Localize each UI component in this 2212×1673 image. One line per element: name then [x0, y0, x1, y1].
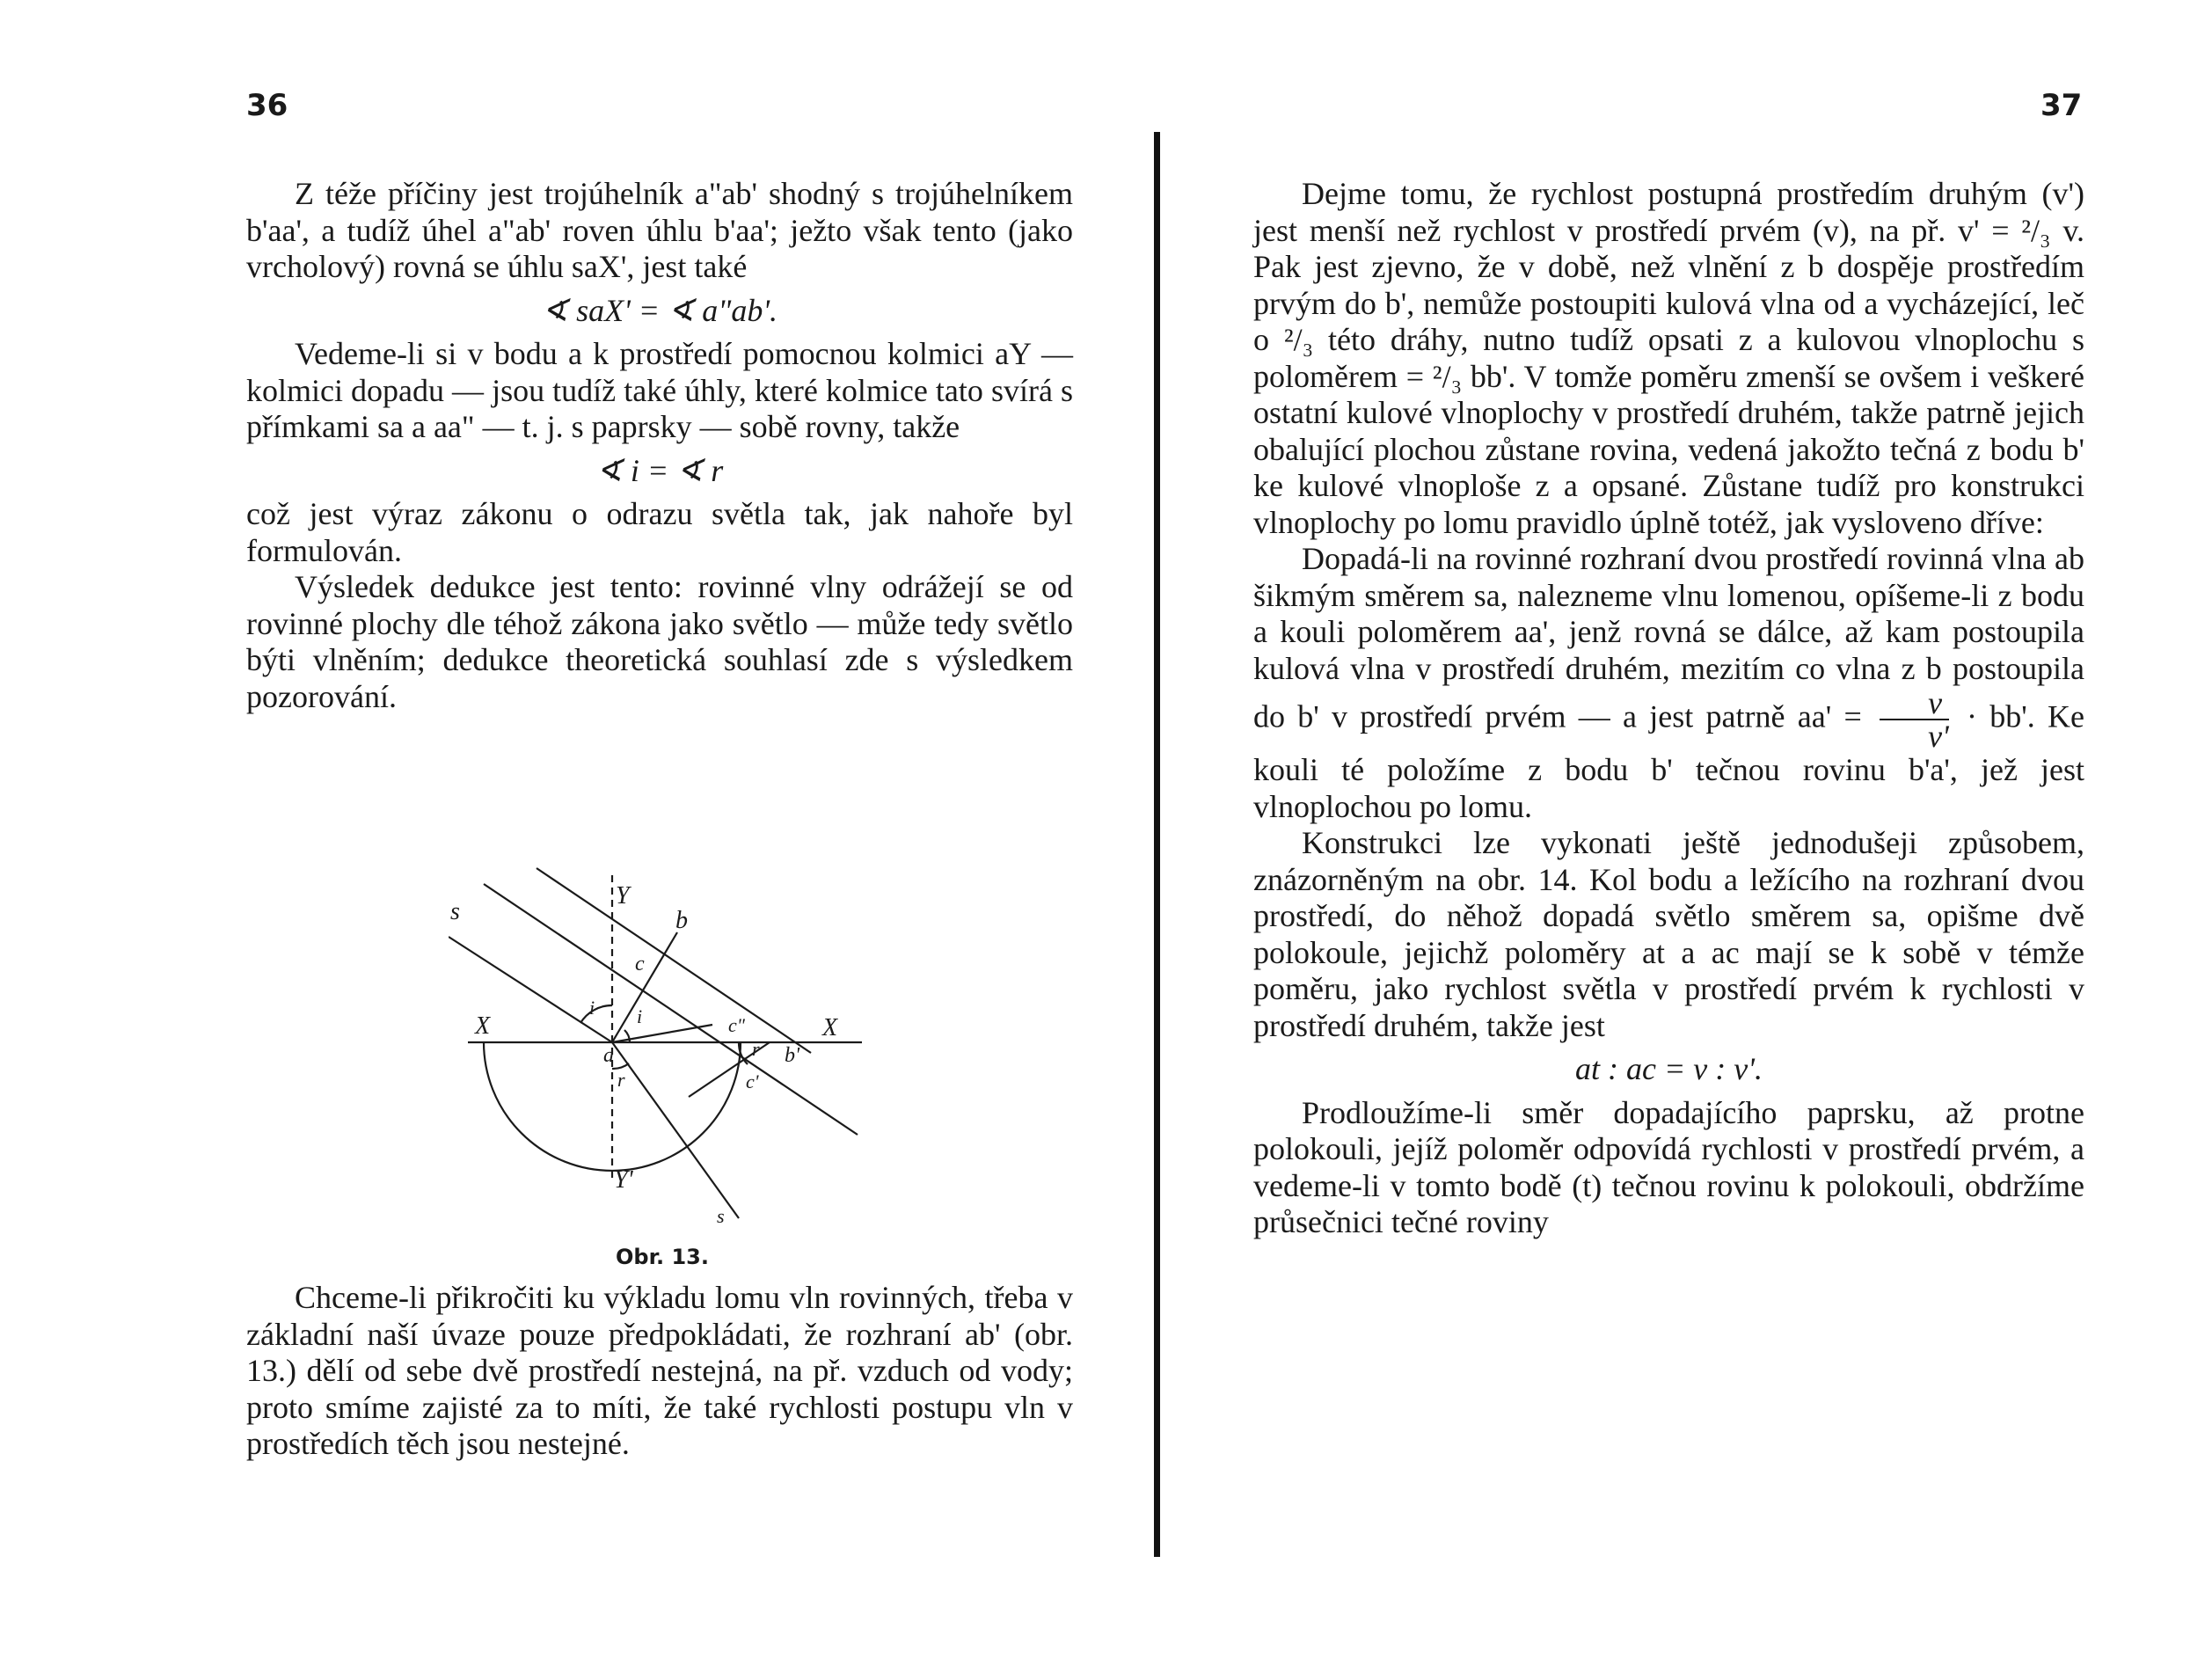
right-paragraph-1: Dejme tomu, že rychlost postupná prostředím druhým (v') jest menší než rychlost v prostředí prvém (v), na př. v' = ²/₃ v. Pak jest zjevno, že v době, než vlnění z b dospěje prostředím prvým do b', nemůže postoupiti kulová vlna od a vycházející, leč o ²/₃ této dráhy, nutno tudíž opsati z a kulovou vlnoplochu s poloměrem = ²/₃ bb'. V tomže poměru zmenší se ovšem i veškeré ostatní kulové vlnoplochy v prostředí druhém, takže patrně jejich obalující plochou zůstane rovina, vedená jakožto tečná z bodu b' ke kulové vlnoploše z a opsané. Zůstane tudíž pro konstrukci vlnoplochy po lomu pravidlo úplně totéž, jak vysloveno dříve:	[1253, 176, 2084, 540]
label-i-left: i	[589, 997, 595, 1019]
right-text	[1253, 176, 2084, 1241]
incident-ray-2	[484, 884, 858, 1135]
left-paragraph-5: Chceme-li přikročiti ku výkladu lomu vln rovinných, třeba v základní naší úvaze pouze předpokládati, že rozhraní ab' (obr. 13.) dělí od sebe dvě prostředí nestejná, na př. vzduch od vody; proto smíme zajisté za to míti, že také rychlosti postupu vln v prostředích těch jsou nestejné.	[246, 1280, 1073, 1461]
label-c: c	[635, 953, 645, 975]
label-c-dblprime: c"	[728, 1014, 746, 1036]
label-r-left: r	[617, 1069, 625, 1091]
page-gutter-divider	[1154, 132, 1160, 1557]
figure-13-caption: Obr. 13.	[616, 1245, 709, 1269]
right-paragraph-2-end: · bb'. Ke kouli té položíme z bodu b' tečnou rovinu b'a', jež jest vlnoplochou po lomu.	[1253, 698, 2085, 824]
incident-ray-3	[537, 868, 811, 1053]
velocity-fraction	[1880, 687, 1949, 752]
label-c-prime: c'	[746, 1070, 759, 1092]
page-number-right: 37	[2040, 88, 2083, 123]
right-formula: at : ac = v : v'.	[1575, 1051, 1763, 1086]
page-number-left: 36	[246, 88, 288, 123]
right-paragraph-3: Konstrukci lze vykonati ještě jednodušeji způsobem, znázorněným na obr. 14. Kol bodu a ležícího na rozhraní dvou prostředí, do něhož dopadá světlo směrem sa, opišme dvě polokoule, jejichž poloměry at a ac mají se k sobě v témže poměru, jako rychlost světla v prostředí prvém k rychlosti v prostředí druhém, takže jest	[1253, 825, 2084, 1043]
left-text-bottom	[246, 1280, 1073, 1463]
right-page	[1161, 0, 2212, 1673]
left-paragraph-3: což jest výraz zákonu o odrazu světla tak, jak nahoře byl formulován.	[246, 496, 1073, 568]
label-s-top: s	[450, 898, 460, 925]
right-paragraph-2	[1253, 541, 2084, 825]
label-s-bottom: s	[717, 1205, 725, 1227]
label-i-right: i	[637, 1005, 643, 1027]
left-paragraph-2: Vedeme-li si v bodu a k prostředí pomocnou kolmici aY — kolmici dopadu — jsou tudíž také úhly, které kolmice tato svírá s přímkami sa a aa" — t. j. s paprsky — sobě rovny, takže	[246, 336, 1073, 444]
label-b: b	[675, 907, 688, 934]
wavefront-ab	[612, 932, 677, 1042]
figure-13	[449, 866, 871, 1245]
label-x-left: X	[475, 1012, 491, 1040]
fraction-numerator: v	[1928, 685, 1943, 720]
label-r-right: r	[752, 1038, 760, 1060]
label-x-right: X	[822, 1014, 838, 1041]
left-formula-2: ∢ i = ∢ r	[595, 452, 724, 488]
fraction-denominator: v'	[1880, 719, 1949, 752]
label-b-prime: b'	[785, 1044, 800, 1067]
figure-13-diagram	[449, 866, 871, 1245]
angle-arc-i-left	[580, 1005, 612, 1023]
label-y-bottom: Y'	[614, 1166, 633, 1194]
left-text-top	[246, 176, 1073, 715]
label-a: a	[603, 1044, 614, 1067]
right-paragraph-2-start: Dopadá-li na rovinné rozhraní dvou prostředí rovinná vlna ab šikmým směrem sa, nalezneme vlnu lomenou, opíšeme-li z bodu a kouli poloměrem aa', jenž rovná se dálce, až kam postoupila kulová vlna v prostředí druhém, mezitím co vlna z b postoupila do b' v prostředí prvém — a jest patrně aa' =	[1253, 541, 2084, 734]
left-paragraph-1: Z téže příčiny jest trojúhelník a"ab' shodný s trojúhelníkem b'aa', a tudíž úhel a"ab' roven úhlu b'aa'; ježto však tento (jako vrcholový) rovná se úhlu saX', jest také	[246, 176, 1073, 284]
right-paragraph-4: Prodloužíme-li směr dopadajícího paprsku, až protne polokouli, jejíž poloměr odpovídá rychlosti v prostředí prvém, a vedeme-li v tomto bodě (t) tečnou rovinu k polokouli, obdržíme průsečnici tečné roviny	[1253, 1094, 2084, 1239]
left-paragraph-4: Výsledek dedukce jest tento: rovinné vlny odrážejí se od rovinné plochy dle téhož zákona jako světlo — může tedy světlo býti vlněním; dedukce theoretická souhlasí zde s výsledkem pozorování.	[246, 569, 1073, 714]
label-y-top: Y	[616, 882, 630, 910]
left-formula-1: ∢ saX' = ∢ a"ab'.	[541, 292, 778, 328]
